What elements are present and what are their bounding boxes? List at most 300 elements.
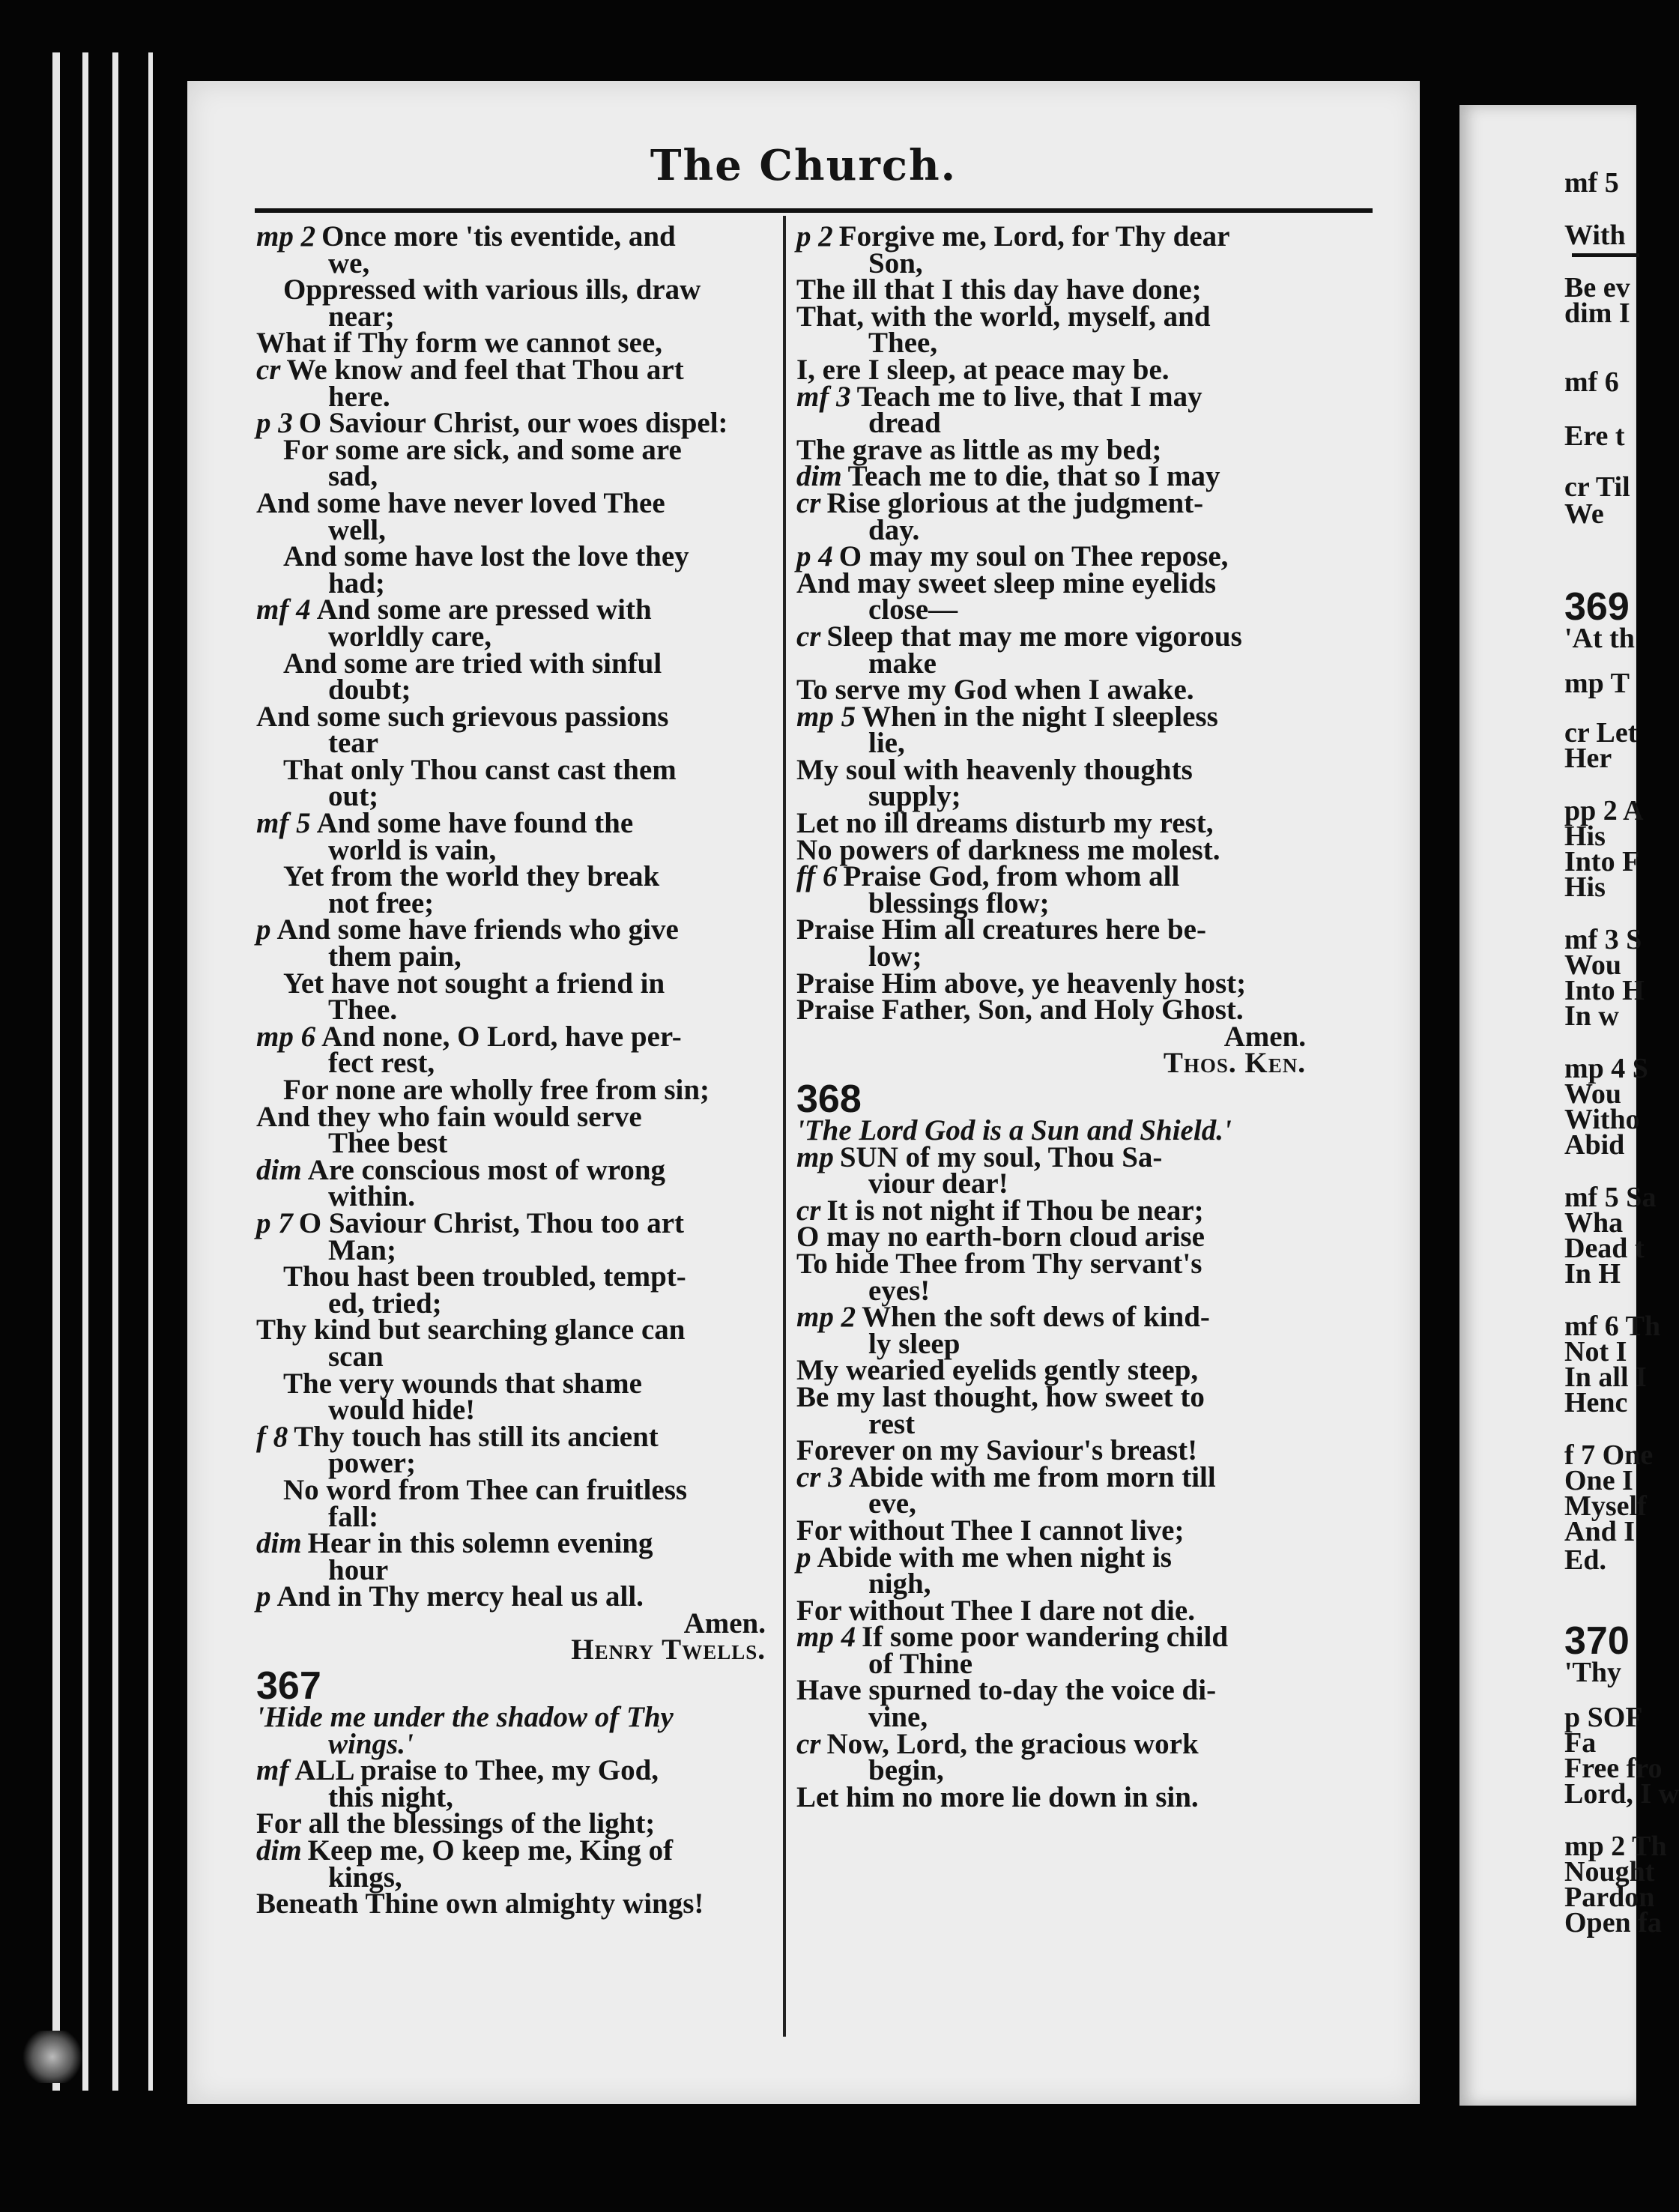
facing-page-line: pp 2 A <box>1564 795 1644 827</box>
right-column-line <box>796 1274 1321 1307</box>
dynamic-marking: mf 4 <box>256 593 311 626</box>
left-column-line <box>256 913 781 946</box>
right-column-line <box>796 513 1321 546</box>
facing-page-line: Abid <box>1564 1129 1625 1161</box>
verse-text: For all the blessings of the light; <box>256 1807 656 1840</box>
verse-text: power; <box>328 1447 416 1480</box>
left-column-line <box>256 1420 781 1453</box>
hymn-title: 'The Lord God is a Sun and Shield.' <box>796 1114 1232 1146</box>
verse-text: Once more 'tis eventide, and <box>321 220 676 253</box>
left-column-line <box>256 1260 781 1293</box>
right-column-line <box>796 700 1321 733</box>
verse-text: world is vain, <box>328 833 497 866</box>
facing-page-line: Ere t <box>1564 420 1625 452</box>
facing-page-line: f 7 One <box>1564 1439 1654 1471</box>
dynamic-marking: cr <box>796 1194 821 1227</box>
hymnal-page <box>187 81 1420 2104</box>
verse-text: The very wounds that shame <box>283 1367 642 1400</box>
verse-text: O Saviour Christ, our woes dispel: <box>298 407 728 440</box>
right-column-line <box>796 647 1321 680</box>
left-column-line <box>256 1100 781 1133</box>
verse-text: To serve my God when I awake. <box>796 674 1194 707</box>
left-column-line <box>256 727 781 760</box>
right-column-line <box>796 1407 1321 1440</box>
left-column-line <box>256 1127 781 1160</box>
right-column-line <box>796 753 1321 786</box>
dynamic-marking: cr <box>256 353 281 386</box>
hymn-title: wings.' <box>328 1727 414 1760</box>
facing-page-line: With <box>1564 220 1626 251</box>
verse-text: lie, <box>868 727 905 760</box>
left-column-line <box>256 647 781 680</box>
right-column-line <box>796 1727 1321 1760</box>
verse-text: O may no earth-born cloud arise <box>796 1221 1205 1254</box>
left-column-line <box>256 1780 781 1813</box>
right-column-line <box>796 994 1321 1027</box>
verse-text: rest <box>868 1407 916 1440</box>
left-column-line <box>256 513 781 546</box>
verse-text: When the soft dews of kind- <box>862 1301 1210 1334</box>
right-column-line <box>796 1460 1321 1493</box>
right-column-line <box>796 1380 1321 1413</box>
right-column <box>796 220 1321 1813</box>
verse-text: Teach me to live, that I may <box>856 380 1202 413</box>
left-column-line <box>256 780 781 813</box>
verse-text: nigh, <box>868 1568 931 1601</box>
right-column-line <box>796 1194 1321 1227</box>
right-column-line <box>796 593 1321 626</box>
left-column-line <box>256 566 781 599</box>
verse-text: My soul with heavenly thoughts <box>796 753 1193 786</box>
verse-text: viour dear! <box>868 1167 1008 1200</box>
left-column-line <box>256 407 781 440</box>
gutter-strip-3 <box>112 52 118 2091</box>
dynamic-marking: p 7 <box>256 1206 293 1239</box>
verse-text: And may sweet sleep mine eyelids <box>796 566 1217 599</box>
left-column-line <box>256 674 781 707</box>
verse-text: eve, <box>868 1487 916 1520</box>
verse-text: Let no ill dreams disturb my rest, <box>796 807 1214 840</box>
verse-text: had; <box>328 566 385 599</box>
verse-text: Amen. <box>1223 1020 1306 1053</box>
right-column-line <box>796 913 1321 946</box>
right-column-line <box>796 1247 1321 1280</box>
verse-text: fect rest, <box>328 1047 435 1080</box>
facing-page-line: Her <box>1564 743 1612 774</box>
verse-text: And none, O Lord, have per- <box>321 1020 682 1053</box>
facing-page-line: mf 3 S <box>1564 924 1642 955</box>
verse-text: Son, <box>868 247 923 279</box>
verse-text: Sleep that may me more vigorous <box>826 620 1242 653</box>
verse-text: Praise Him above, ye heavenly host; <box>796 967 1247 1000</box>
verse-text: hour <box>328 1553 389 1586</box>
dynamic-marking: p 4 <box>796 540 833 573</box>
verse-text: Henry Twells. <box>571 1634 766 1666</box>
left-column-line <box>256 886 781 919</box>
verse-text: close— <box>868 593 958 626</box>
gutter-strip-1 <box>52 52 60 2091</box>
left-column-line <box>256 593 781 626</box>
facing-page-line: mp 4 S <box>1564 1053 1648 1084</box>
right-column-line <box>796 860 1321 893</box>
left-column-line <box>256 1047 781 1080</box>
verse-text: Amen. <box>683 1607 766 1640</box>
dynamic-marking: mf <box>256 1754 289 1787</box>
left-column-line <box>256 620 781 653</box>
gutter-strip-2 <box>82 52 88 2091</box>
dynamic-marking: mp 2 <box>796 1301 856 1334</box>
left-column-line <box>256 1727 781 1760</box>
verse-text: worldly care, <box>328 620 492 653</box>
dynamic-marking: mf 3 <box>796 380 851 413</box>
verse-text: Man; <box>328 1233 396 1266</box>
verse-text: O may my soul on Thee repose, <box>838 540 1229 573</box>
verse-text: Yet from the world they break <box>283 860 660 893</box>
left-column-line <box>256 1807 781 1840</box>
left-column-line <box>256 1580 781 1613</box>
verse-text: If some poor wandering child <box>862 1621 1229 1654</box>
right-column-line <box>796 1674 1321 1707</box>
verse-text: tear <box>328 727 379 760</box>
verse-text: Thos. Ken. <box>1163 1047 1306 1080</box>
right-column-line <box>796 1754 1321 1787</box>
facing-page-line: mf 5 Sa <box>1564 1182 1657 1213</box>
right-column-line <box>796 1020 1321 1053</box>
left-column-line <box>256 433 781 466</box>
facing-page-line: We <box>1564 498 1604 530</box>
left-column-line <box>256 1634 781 1666</box>
left-column-line <box>256 753 781 786</box>
right-column-line <box>796 674 1321 707</box>
right-column-line <box>796 1327 1321 1360</box>
dynamic-marking: mp 6 <box>256 1020 316 1053</box>
facing-page-line: mf 6 <box>1564 366 1619 398</box>
verse-text: For without Thee I dare not die. <box>796 1594 1195 1627</box>
facing-page-line: 'At th <box>1564 623 1635 654</box>
gutter-strip-4 <box>148 52 153 2091</box>
right-column-line <box>796 1568 1321 1601</box>
dynamic-marking: mp 5 <box>796 700 856 733</box>
verse-text: of Thine <box>868 1647 973 1680</box>
right-column-line <box>796 1078 1321 1121</box>
left-column-line <box>256 1500 781 1533</box>
verse-text: would hide! <box>328 1394 476 1427</box>
verse-text: day. <box>868 513 920 546</box>
left-column-line <box>256 1607 781 1640</box>
left-column-line <box>256 1394 781 1427</box>
facing-page-line: 370 <box>1564 1619 1630 1663</box>
right-column-line <box>796 566 1321 599</box>
dynamic-marking: mp <box>796 1140 834 1173</box>
verse-text: O Saviour Christ, Thou too art <box>298 1206 685 1239</box>
left-column-line <box>256 380 781 413</box>
left-column-line <box>256 1664 781 1708</box>
dynamic-marking: mf 5 <box>256 807 311 840</box>
facing-page-line: mp T <box>1564 668 1630 699</box>
verse-text: Thee, <box>868 327 938 360</box>
facing-page-line: mf 6 Th <box>1564 1311 1661 1342</box>
right-column-line <box>796 1167 1321 1200</box>
verse-text: low; <box>868 940 922 973</box>
right-column-line <box>796 247 1321 279</box>
left-column-line <box>256 1473 781 1506</box>
dynamic-marking: p <box>256 1580 271 1613</box>
dynamic-marking: ff 6 <box>796 860 838 893</box>
verse-text: sad, <box>328 460 378 493</box>
verse-text: Thy touch has still its ancient <box>294 1420 659 1453</box>
left-column-line <box>256 1314 781 1347</box>
left-column-line <box>256 700 781 733</box>
verse-text: Be my last thought, how sweet to <box>796 1380 1205 1413</box>
facing-page-line: Dead t <box>1564 1233 1645 1264</box>
facing-page-line: cr Let <box>1564 717 1638 749</box>
right-column-line <box>796 833 1321 866</box>
hymn-title: 'Hide me under the shadow of Thy <box>256 1701 674 1734</box>
dynamic-marking: mp 2 <box>256 220 316 253</box>
verse-text: near; <box>328 300 395 333</box>
verse-text: fall: <box>328 1500 379 1533</box>
left-column-line <box>256 486 781 519</box>
verse-text: To hide Thee from Thy servant's <box>796 1247 1202 1280</box>
left-column-line <box>256 327 781 360</box>
right-column-line <box>796 620 1321 653</box>
verse-text: Have spurned to-day the voice di- <box>796 1674 1217 1707</box>
verse-text: not free; <box>328 886 435 919</box>
facing-page-line: Wha <box>1564 1207 1624 1239</box>
verse-text: It is not night if Thou be near; <box>826 1194 1204 1227</box>
right-column-line <box>796 1221 1321 1254</box>
verse-text: make <box>868 647 937 680</box>
header-rule <box>255 208 1373 213</box>
verse-text: That only Thou canst cast them <box>283 753 677 786</box>
verse-text: doubt; <box>328 674 411 707</box>
verse-text: supply; <box>868 780 961 813</box>
left-column-line <box>256 300 781 333</box>
left-column-line <box>256 220 781 253</box>
right-column-line <box>796 1434 1321 1467</box>
left-column-line <box>256 833 781 866</box>
facing-page-line: 'Thy <box>1564 1657 1622 1688</box>
verse-text: this night, <box>328 1780 453 1813</box>
facing-page-line: mp 2 Th <box>1564 1831 1667 1862</box>
left-column-line <box>256 540 781 573</box>
verse-text: Abide with me from morn till <box>848 1460 1216 1493</box>
dynamic-marking: cr <box>796 1727 821 1760</box>
dynamic-marking: dim <box>256 1834 302 1867</box>
left-column-line <box>256 274 781 306</box>
dynamic-marking: cr 3 <box>796 1460 843 1493</box>
verse-text: dread <box>868 407 941 440</box>
verse-text: For none are wholly free from sin; <box>283 1074 710 1106</box>
right-column-line <box>796 1621 1321 1654</box>
verse-text: Let him no more lie down in sin. <box>796 1780 1199 1813</box>
verse-text: The grave as little as my bed; <box>796 433 1162 466</box>
right-column-line <box>796 1647 1321 1680</box>
verse-text: The ill that I this day have done; <box>796 274 1202 306</box>
verse-text: out; <box>328 780 379 813</box>
facing-page-line: Myself <box>1564 1490 1647 1522</box>
verse-text: Thy kind but searching glance can <box>256 1314 686 1347</box>
facing-page-line: Wou <box>1564 1078 1622 1110</box>
left-column-line <box>256 1754 781 1787</box>
verse-text: Beneath Thine own almighty wings! <box>256 1888 704 1921</box>
right-column-line <box>796 380 1321 413</box>
left-column-line <box>256 940 781 973</box>
dynamic-marking: cr <box>796 620 821 653</box>
facing-page-line: Free fro <box>1564 1753 1663 1784</box>
left-column-line <box>256 1701 781 1734</box>
verse-text: within. <box>328 1180 415 1213</box>
verse-text: Forgive me, Lord, for Thy dear <box>838 220 1230 253</box>
verse-text: For some are sick, and some are <box>283 433 682 466</box>
verse-text: blessings flow; <box>868 886 1050 919</box>
facing-page-line: And I <box>1564 1516 1635 1547</box>
verse-text: Praise God, from whom all <box>843 860 1180 893</box>
facing-page-line: Witho <box>1564 1104 1640 1135</box>
dynamic-marking: dim <box>256 1153 302 1186</box>
verse-text: we, <box>328 247 370 279</box>
binding-blot <box>22 2031 82 2083</box>
verse-text: And some have friends who give <box>276 913 679 946</box>
facing-page-line: Pardon <box>1564 1882 1655 1913</box>
verse-text: No word from Thee can fruitless <box>283 1473 688 1506</box>
dynamic-marking: dim <box>256 1527 302 1560</box>
facing-page-line: dim I <box>1564 297 1630 329</box>
verse-text: My wearied eyelids gently steep, <box>796 1354 1199 1387</box>
verse-text: Thee best <box>328 1127 448 1160</box>
right-column-line <box>796 327 1321 360</box>
verse-text: Forever on my Saviour's breast! <box>796 1434 1198 1467</box>
facing-page-line: In H <box>1564 1258 1621 1290</box>
facing-page-line: In w <box>1564 1000 1619 1032</box>
right-column-line <box>796 1594 1321 1627</box>
verse-text: And some are tried with sinful <box>283 647 662 680</box>
verse-text: And some have lost the love they <box>283 540 689 573</box>
left-column-line <box>256 1206 781 1239</box>
left-column-line <box>256 247 781 279</box>
verse-text: here. <box>328 380 390 413</box>
left-column-line <box>256 1888 781 1921</box>
right-column-line <box>796 274 1321 306</box>
verse-text: begin, <box>868 1754 944 1787</box>
right-column-line <box>796 1514 1321 1547</box>
verse-text: We know and feel that Thou art <box>286 353 684 386</box>
right-column-line <box>796 780 1321 813</box>
verse-text: Now, Lord, the gracious work <box>826 1727 1199 1760</box>
left-column-line <box>256 460 781 493</box>
right-column-line <box>796 1487 1321 1520</box>
verse-text: And some are pressed with <box>316 593 652 626</box>
facing-page-line: One I <box>1564 1465 1633 1496</box>
verse-text: When in the night I sleepless <box>862 700 1218 733</box>
verse-text: And some have found the <box>316 807 634 840</box>
verse-text: Are conscious most of wrong <box>307 1153 666 1186</box>
hymn-number: 367 <box>256 1664 321 1708</box>
left-column-line <box>256 1340 781 1373</box>
verse-text: Abide with me when night is <box>817 1541 1172 1574</box>
left-column-line <box>256 860 781 893</box>
right-column-line <box>796 540 1321 573</box>
left-column-line <box>256 1527 781 1560</box>
dynamic-marking: p <box>796 1541 811 1574</box>
facing-page-line: Into H <box>1564 975 1645 1006</box>
verse-text: ly sleep <box>868 1327 960 1360</box>
right-column-line <box>796 1701 1321 1734</box>
verse-text: What if Thy form we cannot see, <box>256 327 662 360</box>
left-column-line <box>256 967 781 1000</box>
hymn-number: 368 <box>796 1078 862 1121</box>
verse-text: scan <box>328 1340 384 1373</box>
left-column-line <box>256 1233 781 1266</box>
facing-page-line: Fa <box>1564 1727 1597 1759</box>
verse-text: And in Thy mercy heal us all. <box>276 1580 644 1613</box>
facing-page-line: 369 <box>1564 585 1630 629</box>
left-column-line <box>256 807 781 840</box>
verse-text: Hear in this solemn evening <box>307 1527 653 1560</box>
verse-text: And some have never loved Thee <box>256 486 665 519</box>
left-column-line <box>256 1367 781 1400</box>
facing-page-line: His <box>1564 821 1606 852</box>
left-column-line <box>256 1861 781 1894</box>
right-column-line <box>796 460 1321 493</box>
right-column-line <box>796 407 1321 440</box>
facing-page-rule <box>1572 253 1639 257</box>
verse-text: vine, <box>868 1701 928 1734</box>
verse-text: ALL praise to Thee, my God, <box>294 1754 659 1787</box>
verse-text: well, <box>328 513 386 546</box>
right-column-line <box>796 300 1321 333</box>
dynamic-marking: dim <box>796 460 842 493</box>
facing-page-line: Not I <box>1564 1336 1627 1368</box>
left-column-line <box>256 1287 781 1320</box>
facing-page-line: In all I <box>1564 1362 1647 1393</box>
facing-page-line: Wou <box>1564 949 1622 981</box>
verse-text: Thou hast been troubled, tempt- <box>283 1260 686 1293</box>
facing-page-line: Into F <box>1564 846 1640 877</box>
verse-text: And some such grievous passions <box>256 700 669 733</box>
left-column-line <box>256 1020 781 1053</box>
verse-text: For without Thee I cannot live; <box>796 1514 1185 1547</box>
right-column-line <box>796 220 1321 253</box>
dynamic-marking: p 3 <box>256 407 293 440</box>
facing-page-line: Ed. <box>1564 1544 1606 1576</box>
right-column-line <box>796 967 1321 1000</box>
dynamic-marking: f 8 <box>256 1420 288 1453</box>
left-column-line <box>256 1834 781 1867</box>
left-column-line <box>256 1074 781 1106</box>
left-column-line <box>256 353 781 386</box>
right-column-line <box>796 1047 1321 1080</box>
running-head: The Church. <box>650 141 958 190</box>
right-column-line <box>796 1140 1321 1173</box>
left-column-line <box>256 1447 781 1480</box>
facing-page-line: Lord, I w <box>1564 1778 1679 1810</box>
right-column-line <box>796 433 1321 466</box>
left-column-line <box>256 1553 781 1586</box>
right-column-line <box>796 1301 1321 1334</box>
verse-text: Teach me to die, that so I may <box>847 460 1220 493</box>
facing-page-line: Henc <box>1564 1387 1628 1418</box>
verse-text: Keep me, O keep me, King of <box>307 1834 674 1867</box>
right-column-line <box>796 1354 1321 1387</box>
right-column-line <box>796 1114 1321 1146</box>
left-column-line <box>256 994 781 1027</box>
facing-page-line: p SOF <box>1564 1702 1643 1733</box>
verse-text: Rise glorious at the judgment- <box>826 486 1204 519</box>
verse-text: Praise Him all creatures here be- <box>796 913 1206 946</box>
verse-text: kings, <box>328 1861 402 1894</box>
verse-text: them pain, <box>328 940 462 973</box>
